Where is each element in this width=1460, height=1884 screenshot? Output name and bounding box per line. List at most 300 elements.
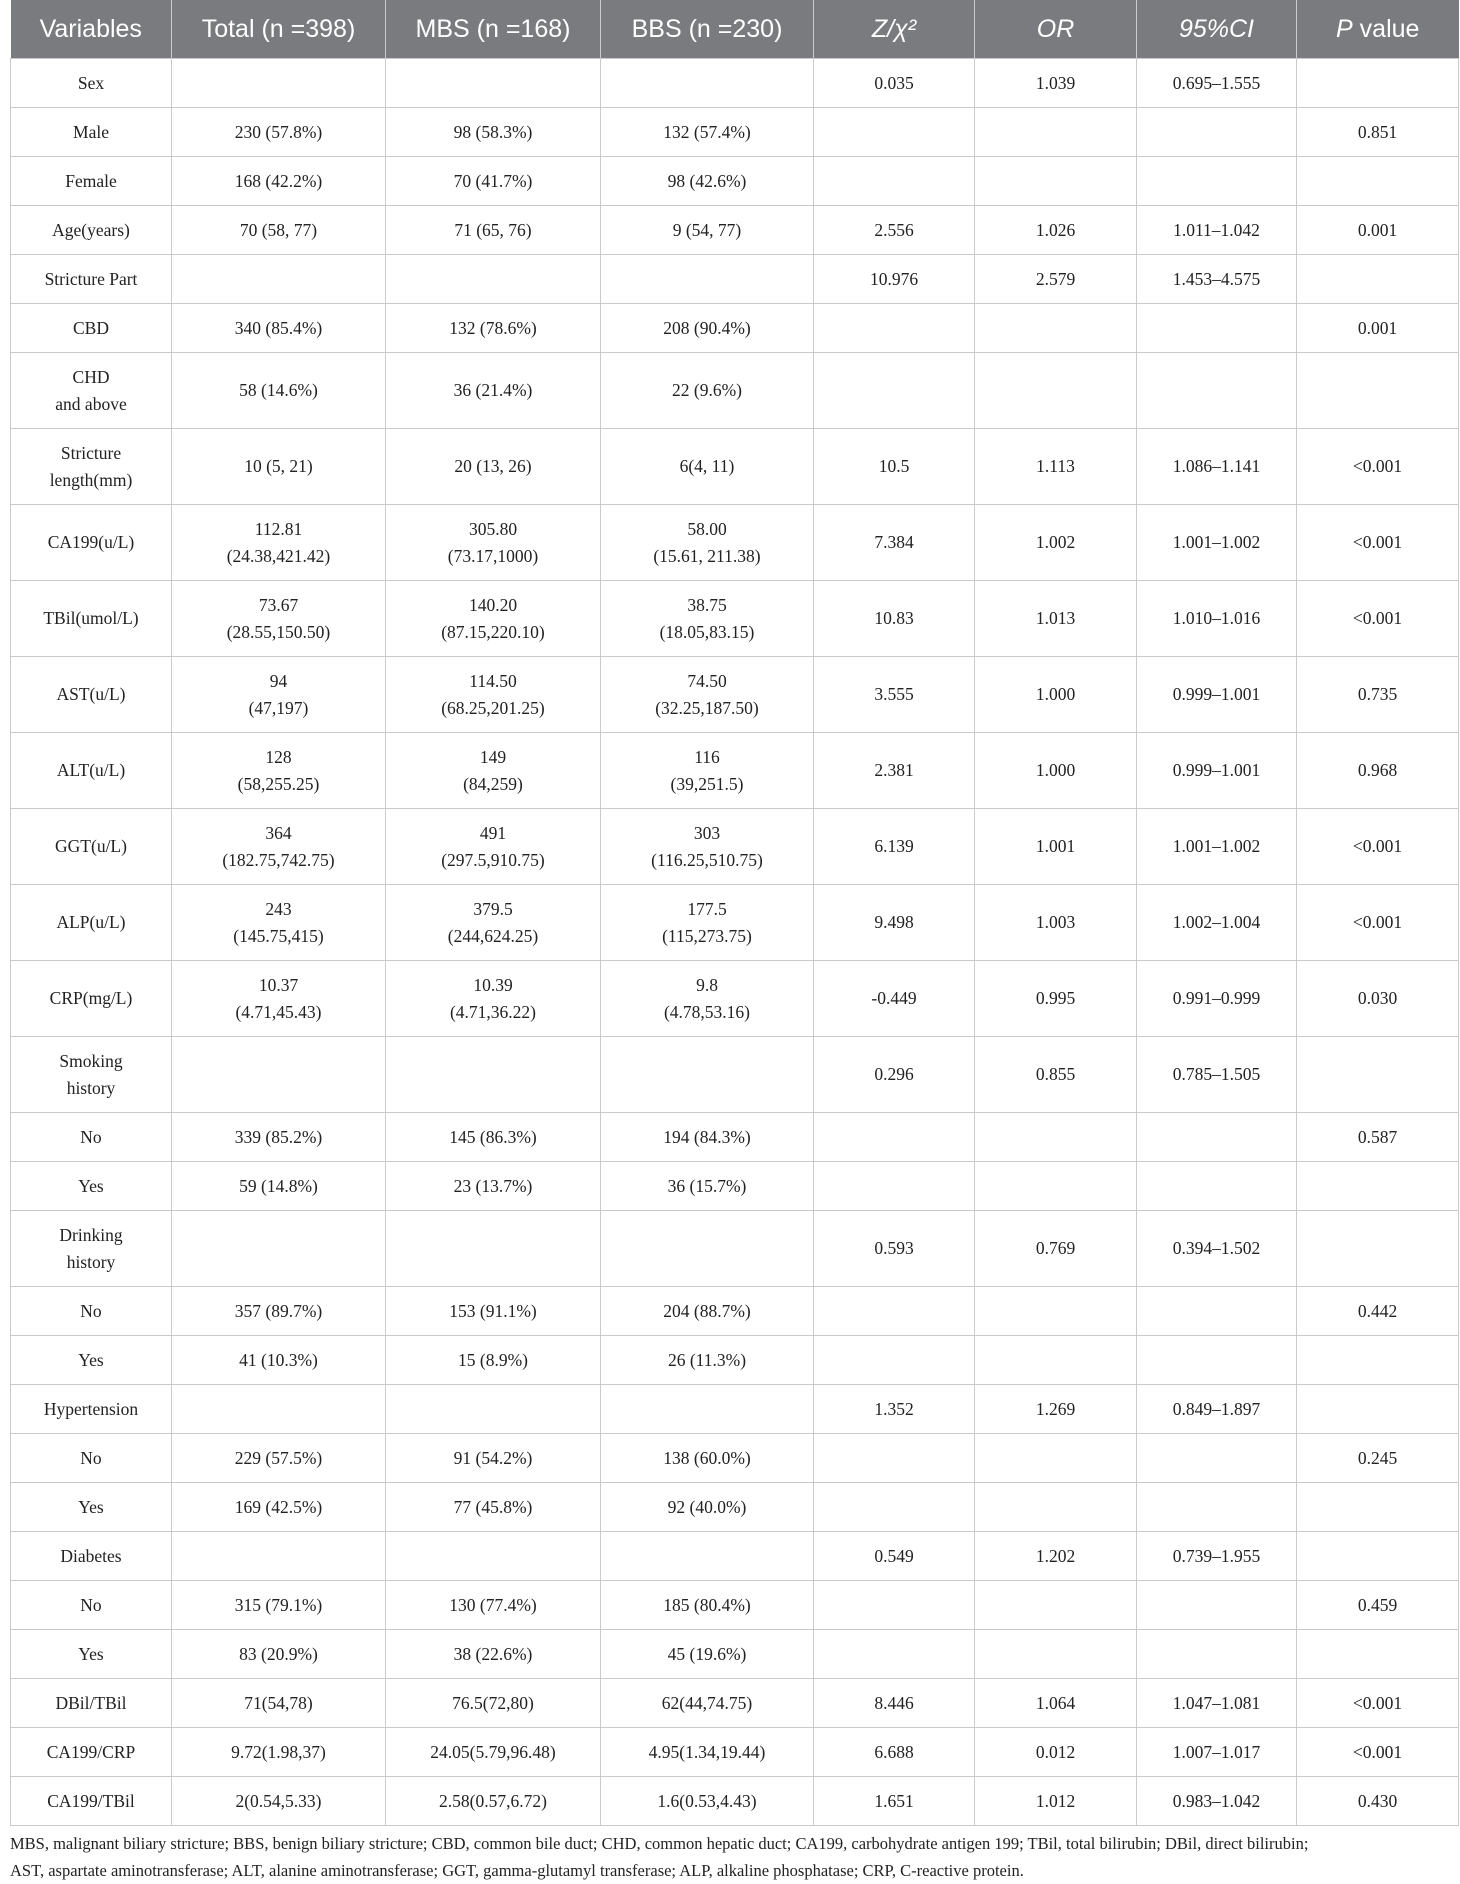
cell-variable (11, 255, 172, 304)
cell-text: <0.001 (1352, 608, 1403, 628)
cell-z-chi2 (814, 1679, 975, 1728)
table-row (11, 206, 1459, 255)
cell-total (172, 505, 386, 581)
table-row (11, 1483, 1459, 1532)
table-row (11, 1777, 1459, 1826)
cell-text: 9.498 (874, 912, 914, 932)
cell-text: 132 (78.6%) (449, 317, 537, 338)
cell-text: Age(years) (52, 219, 130, 240)
table-row (11, 505, 1459, 581)
cell-ci (1137, 1336, 1297, 1385)
cell-text: 0.849–1.897 (1172, 1398, 1261, 1419)
cell-mbs (386, 1532, 601, 1581)
cell-mbs (386, 657, 601, 733)
cell-text: (182.75,742.75) (222, 849, 335, 870)
cell-text: 0.851 (1357, 121, 1398, 142)
table-body (11, 59, 1459, 1826)
header-z-chi2: Z/χ² (814, 0, 975, 59)
cell-text: 243 (265, 898, 292, 919)
cell-p-value (1297, 1385, 1459, 1434)
cell-text: 1.453–4.575 (1172, 268, 1261, 289)
cell-z-chi2 (814, 108, 975, 157)
cell-z-chi2 (814, 206, 975, 255)
cell-ci (1137, 157, 1297, 206)
table-row (11, 1037, 1459, 1113)
cell-bbs (601, 1434, 814, 1483)
cell-text: 1.651 (874, 1790, 914, 1811)
cell-text: 379.5 (473, 898, 513, 919)
cell-mbs (386, 1483, 601, 1532)
cell-text: 45 (19.6%) (667, 1643, 747, 1664)
cell-or (975, 1211, 1137, 1287)
cell-or (975, 429, 1137, 505)
cell-text: 4.95(1.34,19.44) (648, 1741, 766, 1762)
cell-text: 169 (42.5%) (234, 1496, 323, 1517)
cell-z-chi2 (814, 304, 975, 353)
table-row (11, 733, 1459, 809)
cell-text: No (80, 1300, 102, 1321)
table-row (11, 1581, 1459, 1630)
table-row (11, 108, 1459, 157)
cell-bbs (601, 657, 814, 733)
cell-p-value (1297, 581, 1459, 657)
cell-p-value (1297, 1434, 1459, 1483)
cell-text: (73.17,1000) (447, 545, 539, 566)
cell-text: 38 (22.6%) (453, 1643, 533, 1664)
cell-text: 2(0.54,5.33) (235, 1790, 322, 1811)
table-row (11, 1336, 1459, 1385)
cell-text: 94 (269, 670, 288, 691)
cell-total (172, 1728, 386, 1777)
cell-text: 0.459 (1357, 1594, 1398, 1615)
cell-text: 24.05(5.79,96.48) (430, 1741, 556, 1762)
cell-total (172, 206, 386, 255)
cell-variable (11, 1532, 172, 1581)
cell-or (975, 353, 1137, 429)
cell-text: 0.769 (1035, 1238, 1076, 1258)
cell-or (975, 206, 1137, 255)
cell-text: 71(54,78) (244, 1692, 313, 1713)
cell-text: (297.5,910.75) (441, 849, 545, 870)
cell-z-chi2 (814, 809, 975, 885)
cell-text: 1.003 (1035, 912, 1076, 932)
cell-mbs (386, 1287, 601, 1336)
cell-text: AST(u/L) (56, 684, 126, 704)
cell-total (172, 1162, 386, 1211)
cell-ci (1137, 255, 1297, 304)
cell-text: 1.012 (1035, 1790, 1076, 1811)
cell-mbs (386, 961, 601, 1037)
table-row (11, 1162, 1459, 1211)
cell-or (975, 1162, 1137, 1211)
table-row (11, 657, 1459, 733)
table-row (11, 1113, 1459, 1162)
cell-p-value (1297, 1113, 1459, 1162)
cell-mbs (386, 1434, 601, 1483)
cell-variable (11, 1630, 172, 1679)
cell-text: 1.352 (874, 1398, 914, 1419)
cell-text: 1.202 (1035, 1545, 1076, 1566)
cell-bbs (601, 255, 814, 304)
cell-text: 15 (8.9%) (458, 1349, 528, 1370)
cell-bbs (601, 304, 814, 353)
cell-text: (145.75,415) (233, 925, 324, 946)
cell-total (172, 353, 386, 429)
cell-text: 0.991–0.999 (1172, 988, 1261, 1008)
cell-text: (68.25,201.25) (441, 697, 545, 718)
cell-ci (1137, 1581, 1297, 1630)
cell-variable (11, 1434, 172, 1483)
cell-variable (11, 1287, 172, 1336)
cell-text: 145 (86.3%) (449, 1126, 537, 1147)
cell-text: 0.430 (1357, 1790, 1398, 1811)
cell-bbs (601, 1777, 814, 1826)
cell-text: 10.83 (874, 608, 914, 628)
cell-or (975, 1728, 1137, 1777)
cell-text: 128 (265, 746, 292, 767)
cell-bbs (601, 1162, 814, 1211)
cell-z-chi2 (814, 1211, 975, 1287)
cell-text: 22 (9.6%) (672, 380, 742, 400)
cell-ci (1137, 885, 1297, 961)
cell-text: Yes (78, 1496, 104, 1517)
table-row (11, 581, 1459, 657)
cell-text: 1.002 (1035, 532, 1076, 552)
cell-p-value (1297, 1679, 1459, 1728)
cell-text: 59 (14.8%) (239, 1175, 318, 1196)
cell-or (975, 1113, 1137, 1162)
cell-text: ALP(u/L) (56, 912, 126, 932)
cell-text: 132 (57.4%) (663, 121, 751, 142)
cell-text: 6(4, 11) (679, 456, 735, 476)
cell-ci (1137, 1483, 1297, 1532)
cell-or (975, 255, 1137, 304)
cell-mbs (386, 1679, 601, 1728)
cell-or (975, 505, 1137, 581)
cell-text: 1.000 (1035, 760, 1076, 780)
table-row (11, 1532, 1459, 1581)
cell-text: (28.55,150.50) (226, 621, 331, 642)
cell-text: 83 (20.9%) (239, 1643, 318, 1664)
cell-total (172, 1037, 386, 1113)
cell-text: 2.58(0.57,6.72) (439, 1790, 547, 1811)
page (10, 0, 1458, 1884)
cell-text: and above (55, 393, 127, 414)
cell-mbs (386, 1037, 601, 1113)
cell-text: 76.5(72,80) (452, 1692, 534, 1713)
cell-text: 0.035 (874, 72, 914, 93)
cell-variable (11, 1483, 172, 1532)
cell-text: 315 (79.1%) (234, 1594, 323, 1615)
cell-ci (1137, 304, 1297, 353)
cell-text: CHD (72, 366, 110, 387)
cell-p-value (1297, 255, 1459, 304)
table-row (11, 961, 1459, 1037)
cell-variable (11, 353, 172, 429)
cell-mbs (386, 1162, 601, 1211)
cell-text: (84,259) (463, 773, 523, 794)
cell-bbs (601, 809, 814, 885)
cell-total (172, 809, 386, 885)
cell-p-value (1297, 108, 1459, 157)
cell-mbs (386, 255, 601, 304)
cell-variable (11, 657, 172, 733)
cell-text: 1.000 (1035, 684, 1076, 704)
cell-bbs (601, 353, 814, 429)
cell-or (975, 809, 1137, 885)
cell-text: 0.442 (1357, 1300, 1398, 1321)
cell-text: <0.001 (1352, 1692, 1403, 1713)
cell-p-value (1297, 429, 1459, 505)
cell-text: (4.71,36.22) (449, 1001, 537, 1022)
cell-text: 1.001 (1035, 836, 1076, 856)
cell-p-value (1297, 505, 1459, 581)
cell-bbs (601, 1581, 814, 1630)
cell-z-chi2 (814, 1336, 975, 1385)
header-ci: 95%CI (1137, 0, 1297, 59)
cell-text: 77 (45.8%) (453, 1496, 533, 1517)
cell-text: (47,197) (248, 697, 309, 718)
cell-total (172, 733, 386, 809)
cell-z-chi2 (814, 733, 975, 809)
cell-text: 208 (90.4%) (663, 317, 751, 338)
cell-text: <0.001 (1352, 456, 1403, 476)
cell-p-value (1297, 961, 1459, 1037)
cell-total (172, 1777, 386, 1826)
cell-total (172, 1211, 386, 1287)
cell-z-chi2 (814, 1483, 975, 1532)
cell-variable (11, 1385, 172, 1434)
cell-or (975, 961, 1137, 1037)
cell-variable (11, 1162, 172, 1211)
cell-text: 149 (479, 746, 507, 767)
cell-bbs (601, 59, 814, 108)
cell-text: 0.995 (1035, 988, 1076, 1008)
cell-text: Stricture Part (44, 268, 138, 289)
cell-ci (1137, 1162, 1297, 1211)
cell-or (975, 1287, 1137, 1336)
baseline-characteristics-table (10, 0, 1459, 1826)
cell-ci (1137, 1777, 1297, 1826)
cell-z-chi2 (814, 1630, 975, 1679)
table-row (11, 885, 1459, 961)
cell-total (172, 581, 386, 657)
cell-or (975, 885, 1137, 961)
cell-text: 10 (5, 21) (244, 456, 313, 476)
cell-z-chi2 (814, 429, 975, 505)
cell-text: 20 (13, 26) (454, 456, 532, 476)
cell-text: Yes (78, 1175, 104, 1196)
cell-ci (1137, 206, 1297, 255)
cell-text: 2.556 (874, 219, 914, 240)
cell-variable (11, 961, 172, 1037)
cell-text: (32.25,187.50) (655, 697, 759, 718)
cell-text: ALT(u/L) (56, 760, 126, 780)
cell-mbs (386, 1385, 601, 1434)
cell-bbs (601, 1211, 814, 1287)
cell-text: 0.001 (1357, 317, 1398, 338)
cell-ci (1137, 108, 1297, 157)
cell-text: 1.002–1.004 (1172, 912, 1261, 932)
table-row (11, 157, 1459, 206)
cell-text: Smoking (59, 1050, 123, 1071)
cell-text: Drinking (59, 1224, 123, 1245)
cell-text: 177.5 (687, 898, 727, 919)
cell-text: 0.855 (1035, 1064, 1076, 1084)
cell-mbs (386, 885, 601, 961)
cell-bbs (601, 1385, 814, 1434)
cell-mbs (386, 1336, 601, 1385)
table-row (11, 1679, 1459, 1728)
table-row (11, 429, 1459, 505)
cell-z-chi2 (814, 657, 975, 733)
cell-total (172, 304, 386, 353)
cell-text: 0.296 (874, 1064, 914, 1084)
cell-total (172, 1434, 386, 1483)
cell-z-chi2 (814, 885, 975, 961)
cell-total (172, 1679, 386, 1728)
cell-bbs (601, 1336, 814, 1385)
cell-total (172, 1385, 386, 1434)
cell-text: 98 (58.3%) (453, 121, 533, 142)
cell-text: 1.026 (1035, 219, 1076, 240)
table-row (11, 1211, 1459, 1287)
cell-p-value (1297, 304, 1459, 353)
cell-or (975, 304, 1137, 353)
cell-bbs (601, 1483, 814, 1532)
cell-bbs (601, 581, 814, 657)
cell-or (975, 1630, 1137, 1679)
cell-text: 41 (10.3%) (239, 1349, 318, 1370)
cell-text: Sex (77, 72, 105, 93)
cell-text: 26 (11.3%) (667, 1349, 747, 1370)
cell-text: <0.001 (1352, 532, 1403, 552)
cell-text: (244,624.25) (447, 925, 539, 946)
cell-p-value (1297, 1211, 1459, 1287)
cell-total (172, 1532, 386, 1581)
cell-text: Yes (78, 1349, 104, 1370)
cell-text: No (80, 1447, 102, 1468)
cell-z-chi2 (814, 1434, 975, 1483)
cell-text: 0.587 (1357, 1126, 1398, 1147)
cell-or (975, 59, 1137, 108)
cell-p-value (1297, 1630, 1459, 1679)
cell-or (975, 157, 1137, 206)
cell-bbs (601, 1287, 814, 1336)
cell-text: 1.010–1.016 (1172, 608, 1261, 628)
cell-z-chi2 (814, 255, 975, 304)
cell-total (172, 1483, 386, 1532)
cell-total (172, 255, 386, 304)
cell-total (172, 1630, 386, 1679)
cell-mbs (386, 505, 601, 581)
cell-variable (11, 429, 172, 505)
cell-bbs (601, 733, 814, 809)
cell-variable (11, 1728, 172, 1777)
cell-text: 9.8 (696, 974, 718, 995)
table-row (11, 809, 1459, 885)
cell-text: history (66, 1077, 116, 1098)
cell-p-value (1297, 885, 1459, 961)
cell-or (975, 1679, 1137, 1728)
cell-text: 10.976 (869, 268, 919, 289)
cell-text: 357 (89.7%) (234, 1300, 323, 1321)
cell-total (172, 59, 386, 108)
cell-ci (1137, 1679, 1297, 1728)
header-mbs: MBS (n =168) (386, 0, 601, 59)
cell-or (975, 108, 1137, 157)
cell-ci (1137, 1434, 1297, 1483)
cell-text: Hypertension (43, 1398, 139, 1419)
cell-text: No (80, 1126, 102, 1147)
cell-text: (115,273.75) (662, 925, 752, 946)
cell-text: 2.381 (874, 760, 914, 780)
header-variables: Variables (11, 0, 172, 59)
cell-total (172, 108, 386, 157)
cell-text: 98 (42.6%) (667, 170, 747, 191)
cell-or (975, 1385, 1137, 1434)
cell-z-chi2 (814, 1532, 975, 1581)
cell-text: (39,251.5) (670, 773, 744, 794)
cell-mbs (386, 581, 601, 657)
cell-z-chi2 (814, 1162, 975, 1211)
cell-text: <0.001 (1352, 836, 1403, 856)
cell-mbs (386, 1777, 601, 1826)
cell-text: Yes (78, 1643, 104, 1664)
cell-mbs (386, 353, 601, 429)
table-row (11, 1434, 1459, 1483)
cell-text: history (66, 1251, 116, 1272)
cell-text: 0.739–1.955 (1172, 1545, 1261, 1566)
cell-ci (1137, 353, 1297, 429)
cell-text: CBD (73, 317, 109, 338)
cell-z-chi2 (814, 1287, 975, 1336)
cell-text: Male (73, 121, 109, 142)
cell-bbs (601, 206, 814, 255)
cell-or (975, 733, 1137, 809)
cell-text: -0.449 (871, 988, 917, 1008)
cell-text: 204 (88.7%) (663, 1300, 751, 1321)
cell-bbs (601, 429, 814, 505)
cell-total (172, 1336, 386, 1385)
cell-variable (11, 1113, 172, 1162)
cell-p-value (1297, 1037, 1459, 1113)
cell-text: 92 (40.0%) (667, 1496, 747, 1517)
cell-mbs (386, 1728, 601, 1777)
cell-text: 0.012 (1035, 1741, 1076, 1762)
cell-variable (11, 59, 172, 108)
cell-text: 1.007–1.017 (1172, 1741, 1261, 1762)
cell-text: Diabetes (60, 1545, 122, 1566)
cell-text: (87.15,220.10) (441, 621, 545, 642)
cell-p-value (1297, 1287, 1459, 1336)
footnote-line-1: MBS, malignant biliary stricture; BBS, benign biliary stricture; CBD, common bile duct; CHD, common hepatic duct; CA199, carbohydrate antigen 199; TBil, total bilirubin; DBil, direct bilirubin; (10, 1834, 1309, 1853)
cell-text: 1.086–1.141 (1172, 456, 1261, 476)
cell-text: 1.064 (1035, 1692, 1076, 1713)
cell-text: 73.67 (258, 594, 299, 615)
cell-text: 36 (15.7%) (667, 1175, 747, 1196)
cell-or (975, 1483, 1137, 1532)
cell-mbs (386, 733, 601, 809)
cell-text: 303 (693, 822, 721, 843)
cell-or (975, 1336, 1137, 1385)
cell-text: CA199/TBil (47, 1790, 135, 1811)
cell-text: 0.549 (874, 1545, 914, 1566)
table-row (11, 1385, 1459, 1434)
table-footnote (10, 1830, 1458, 1884)
cell-text: 116 (694, 746, 720, 767)
cell-p-value (1297, 1777, 1459, 1826)
